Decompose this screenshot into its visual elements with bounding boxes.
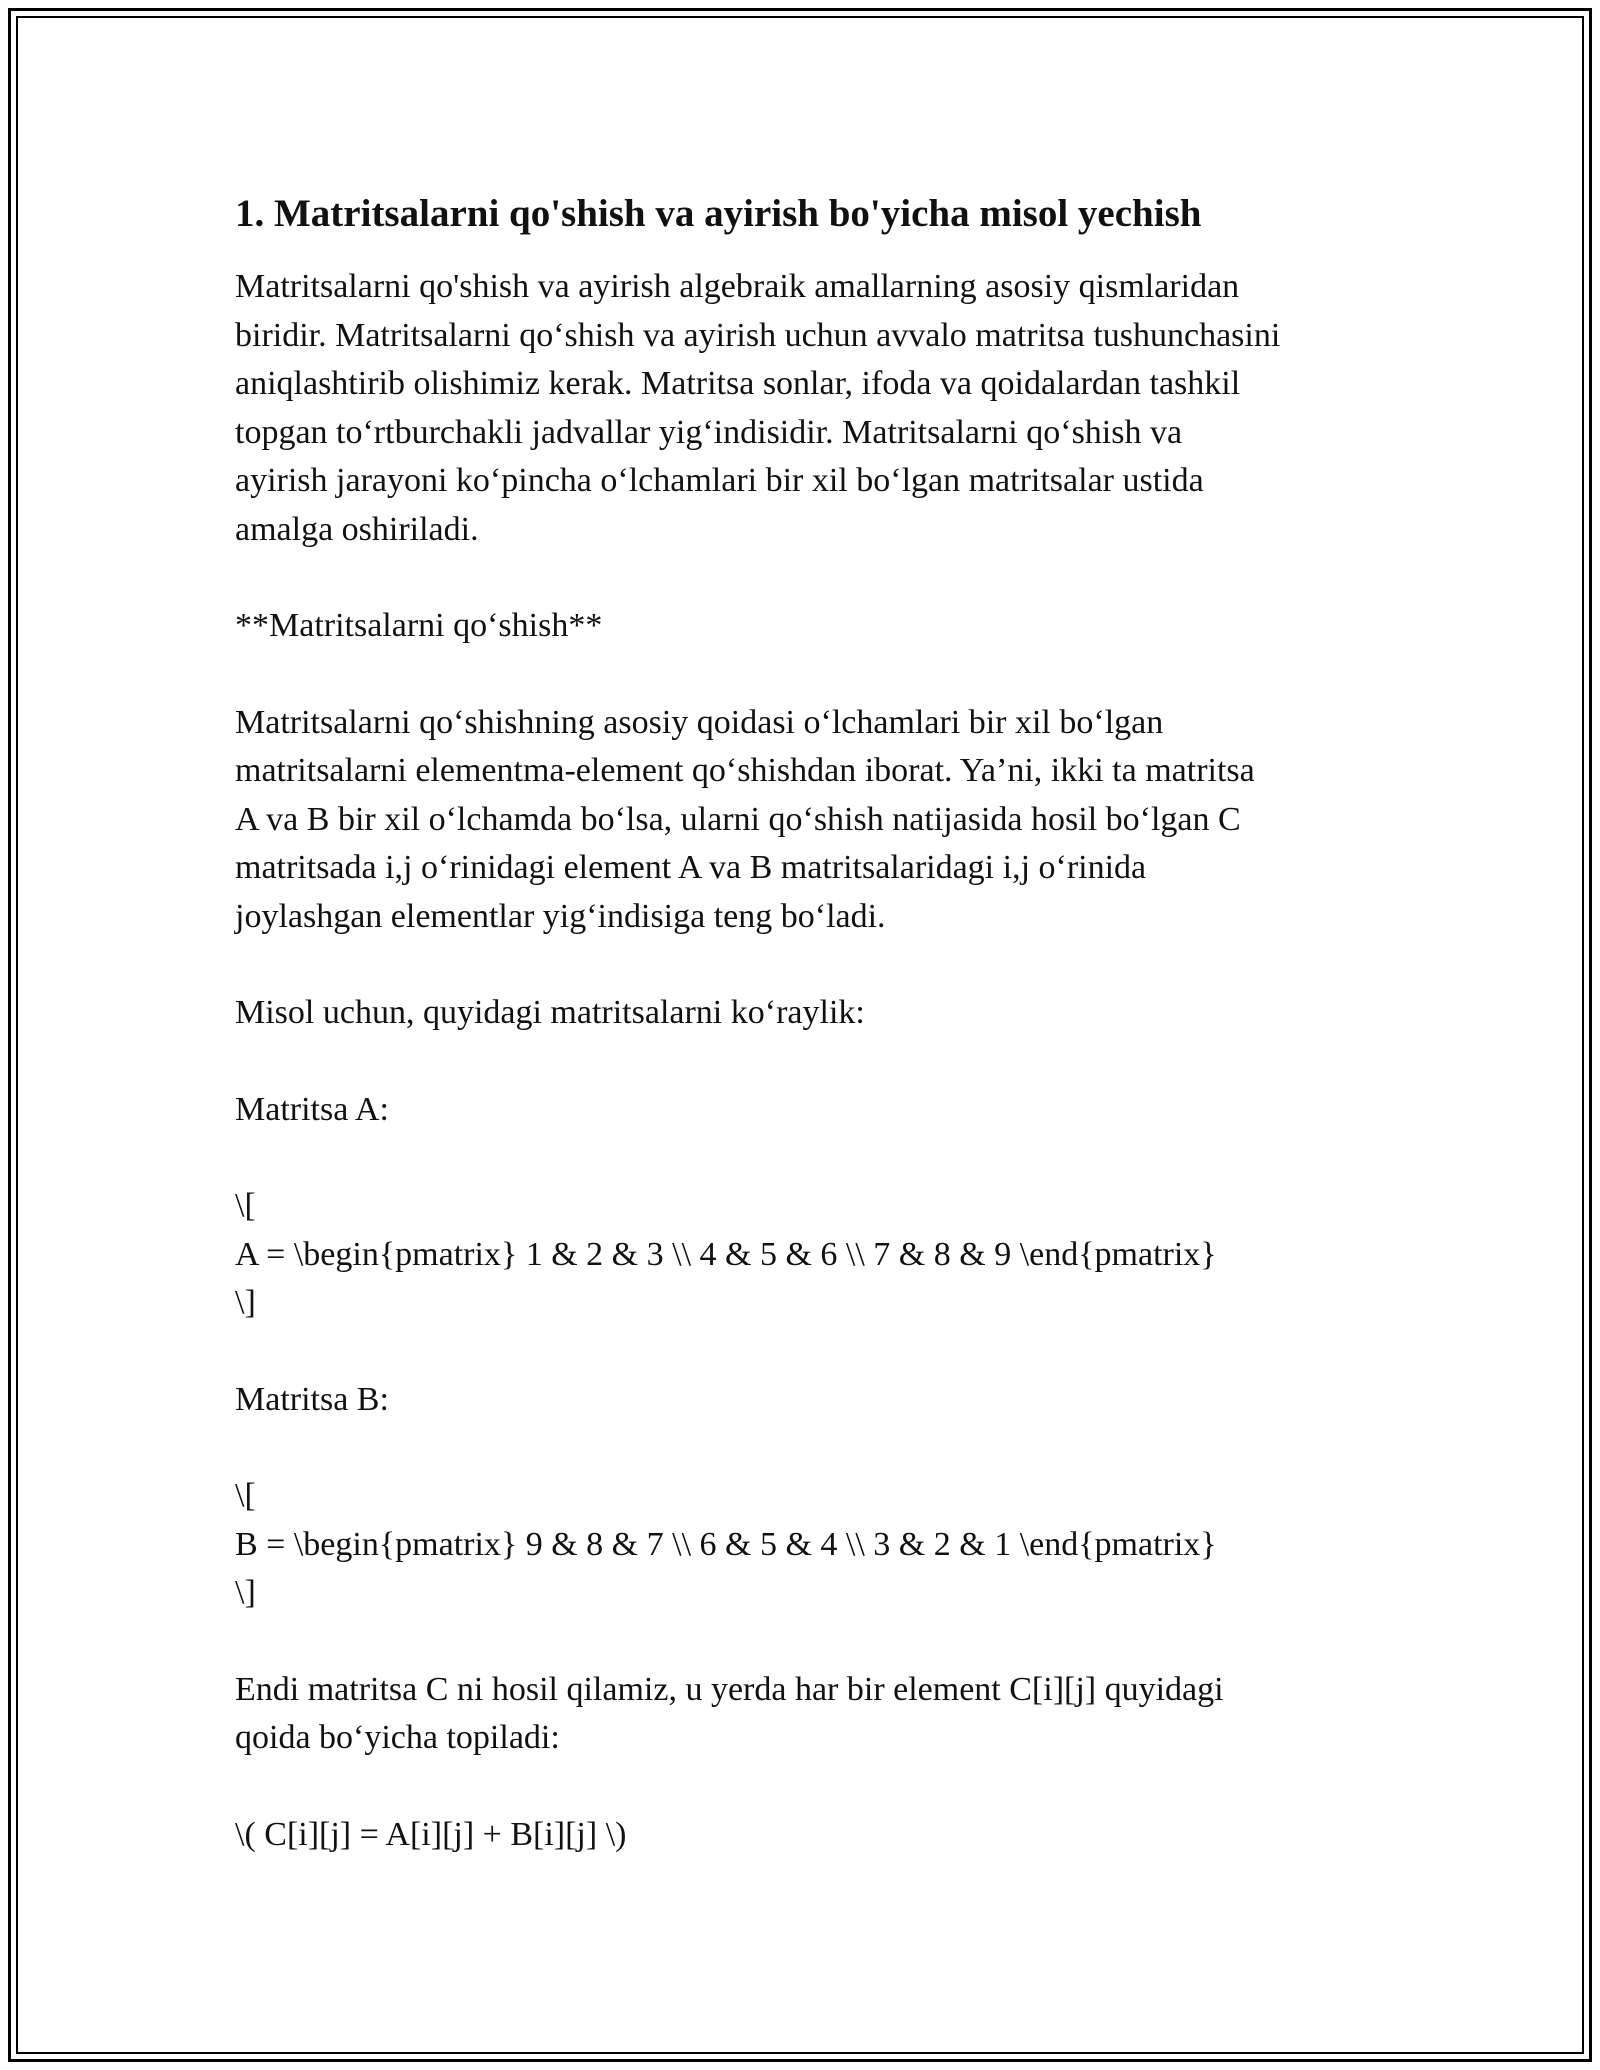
intro-line: Matritsalarni qo'shish va ayirish algebraik amallarning asosiy qismlaridan [235, 268, 1240, 305]
result-line: Endi matritsa C ni hosil qilamiz, u yerda har bir element C[i][j] quyidagi [235, 1670, 1224, 1708]
result-line: qoida bo‘yicha topiladi: [235, 1719, 560, 1756]
latex-line: B = \begin{pmatrix} 9 & 8 & 7 \\ 6 & 5 & 4 \\ 3 & 2 & 1 \end{pmatrix} [235, 1525, 1217, 1563]
section-heading: 1. Matritsalarni qo'shish va ayirish bo'yicha misol yechish [235, 192, 1202, 235]
result-paragraph [235, 1666, 1375, 1763]
rule-paragraph [235, 699, 1375, 942]
latex-line: \[ [235, 1187, 256, 1224]
latex-line: \[ [235, 1477, 256, 1514]
intro-line: aniqlashtirib olishimiz kerak. Matritsa sonlar, ifoda va qoidalardan tashkil [235, 365, 1241, 402]
subheading: **Matritsalarni qo‘shish** [235, 607, 603, 644]
matrix-a-block [235, 1182, 1375, 1328]
intro-line: topgan to‘rtburchakli jadvallar yig‘indisidir. Matritsalarni qo‘shish va [235, 413, 1183, 451]
document-page [235, 185, 1375, 1859]
rule-line: A va B bir xil o‘lchamda bo‘lsa, ularni qo‘shish natijasida hosil bo‘lgan C [235, 800, 1241, 838]
example-intro: Misol uchun, quyidagi matritsalarni ko‘raylik: [235, 994, 865, 1031]
intro-paragraph [235, 263, 1375, 554]
latex-line: A = \begin{pmatrix} 1 & 2 & 3 \\ 4 & 5 & 6 \\ 7 & 8 & 9 \end{pmatrix} [235, 1235, 1217, 1273]
formula-line: \( C[i][j] = A[i][j] + B[i][j] \) [235, 1815, 627, 1853]
latex-line: \] [235, 1284, 256, 1321]
rule-line: joylashgan elementlar yig‘indisiga teng bo‘ladi. [235, 897, 886, 935]
matrix-b-block [235, 1472, 1375, 1618]
intro-line: biridir. Matritsalarni qo‘shish va ayirish uchun avvalo matritsa tushunchasini [235, 316, 1281, 354]
rule-line: matritsada i,j o‘rinidagi element A va B matritsalaridagi i,j o‘rinida [235, 849, 1147, 886]
intro-line: ayirish jarayoni ko‘pincha o‘lchamlari bir xil bo‘lgan matritsalar ustida [235, 462, 1204, 499]
rule-line: Matritsalarni qo‘shishning asosiy qoidasi o‘lchamlari bir xil bo‘lgan [235, 703, 1164, 741]
rule-line: matritsalarni elementma-element qo‘shishdan iborat. Ya’ni, ikki ta matritsa [235, 752, 1255, 789]
intro-line: amalga oshiriladi. [235, 510, 479, 548]
matrix-a-label: Matritsa A: [235, 1090, 389, 1128]
matrix-b-label: Matritsa B: [235, 1380, 389, 1418]
latex-line: \] [235, 1574, 256, 1611]
